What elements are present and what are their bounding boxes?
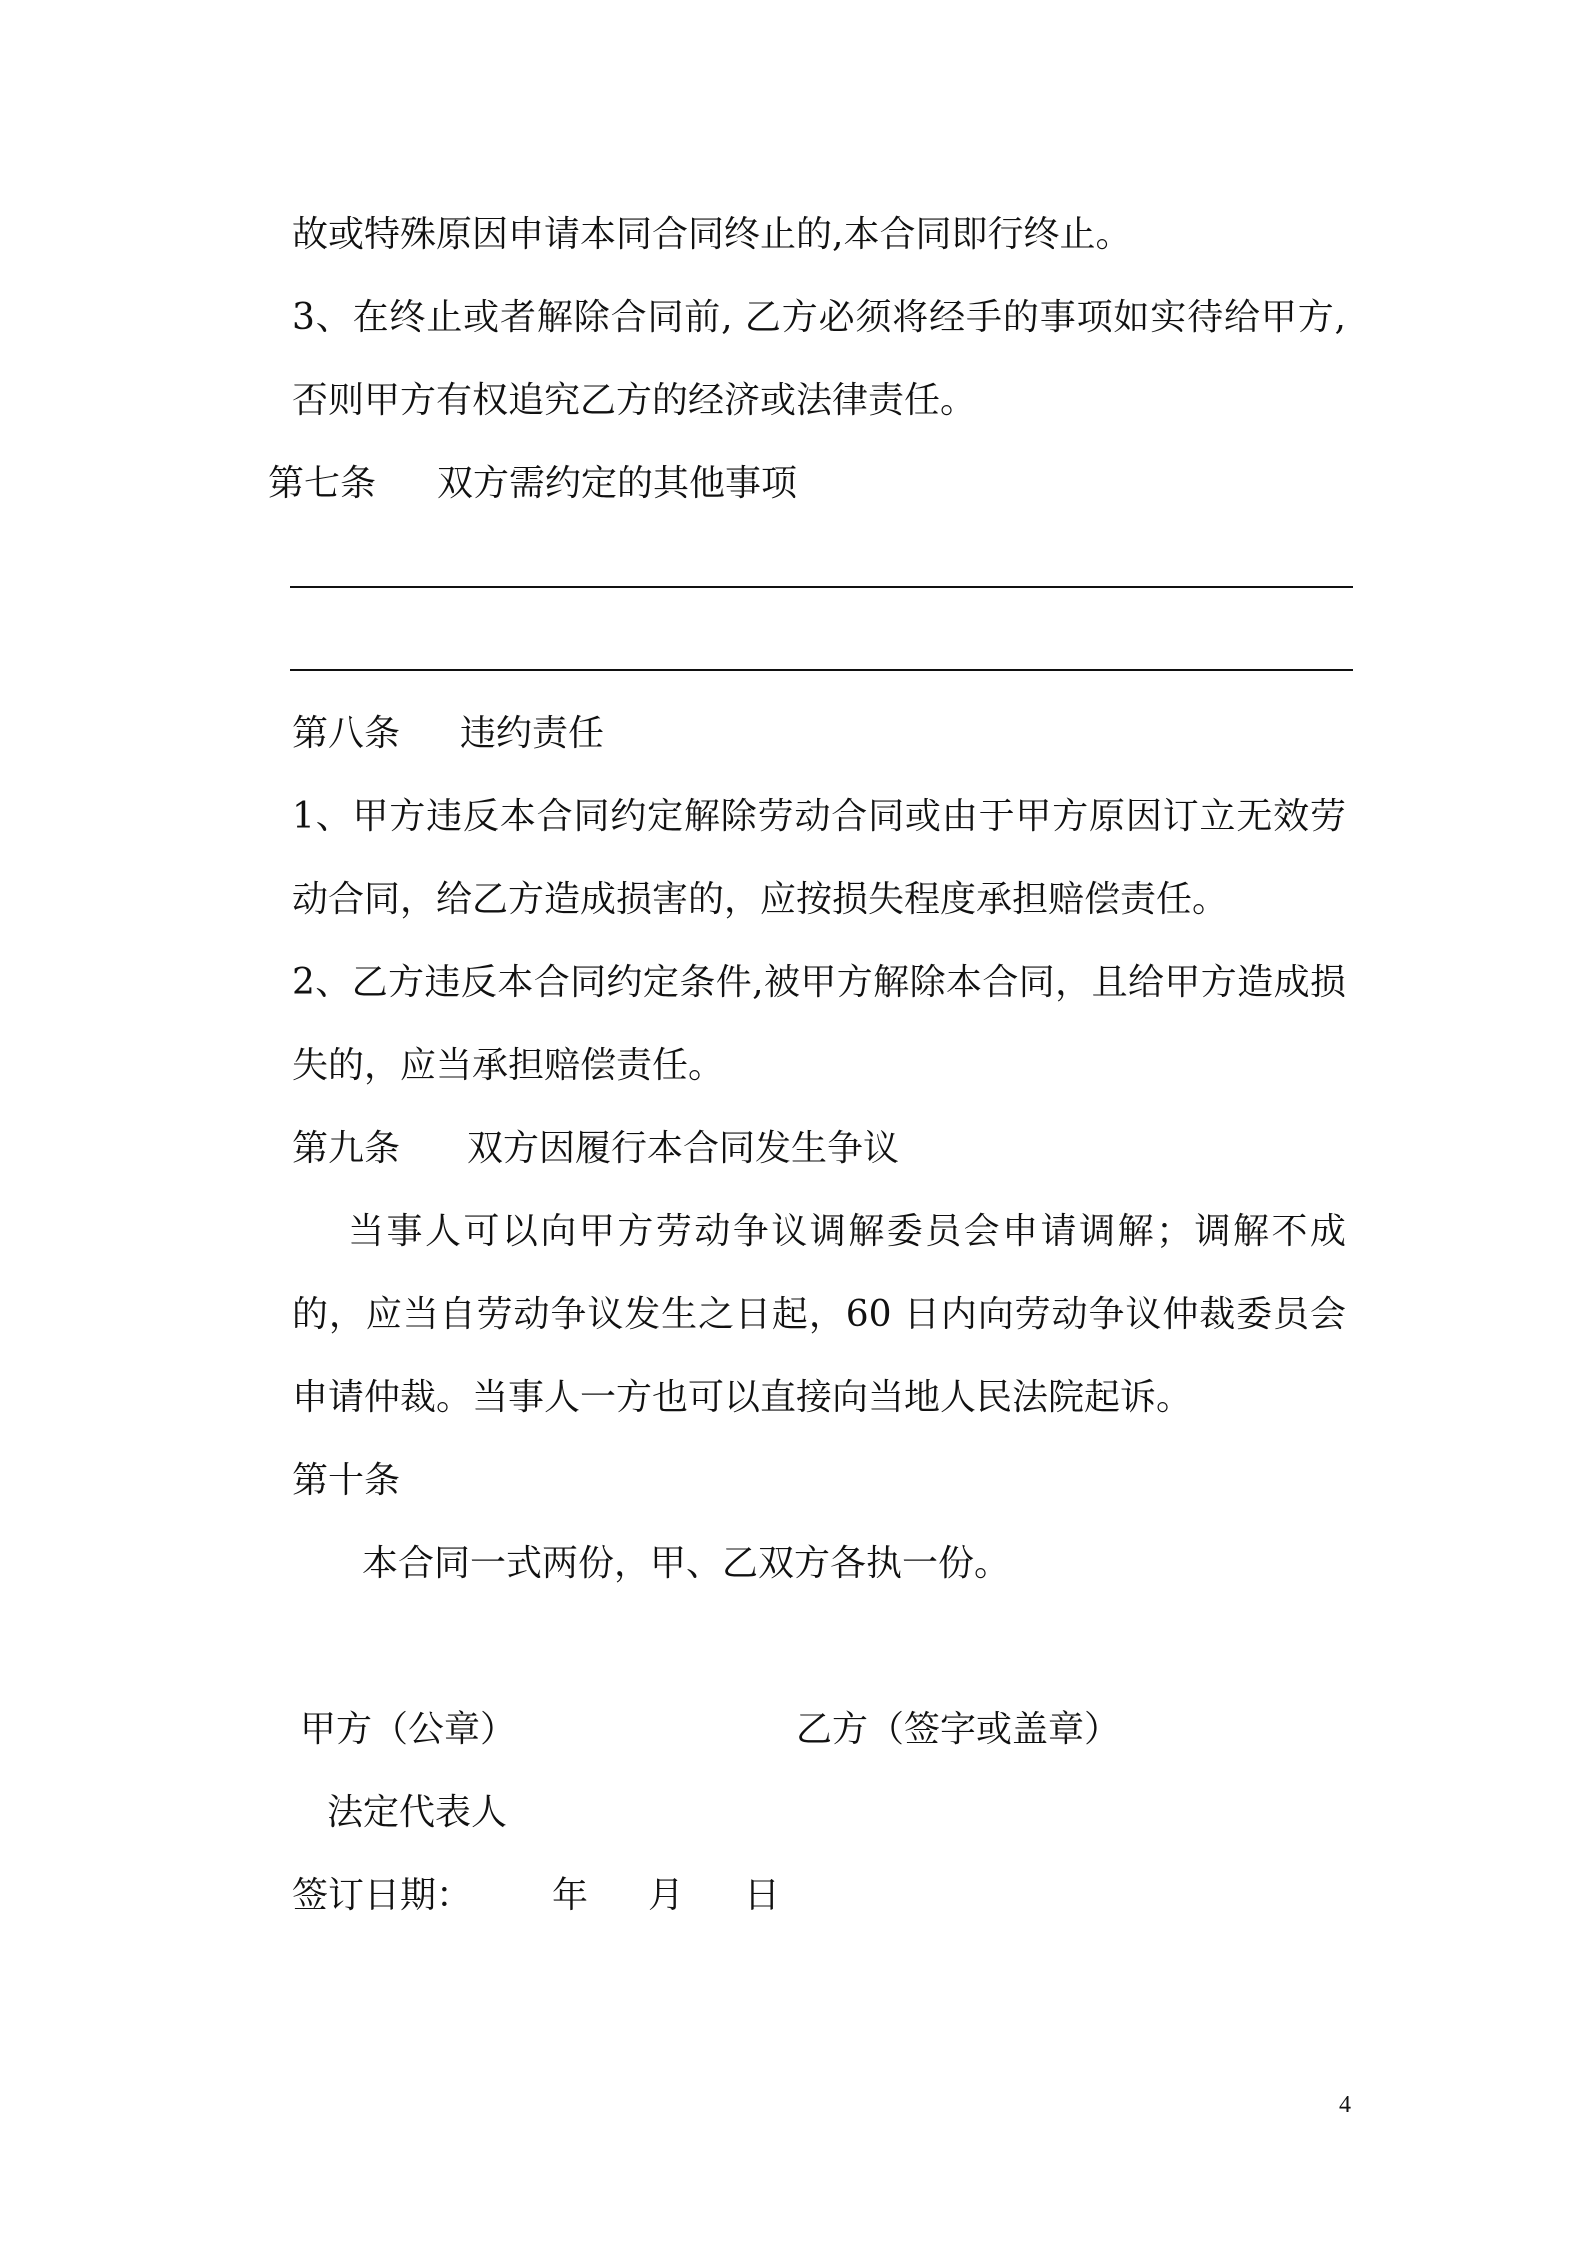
article-9-title: 双方因履行本合同发生争议	[467, 1128, 900, 1169]
paragraph-line: 申请仲裁。当事人一方也可以直接向当地人民法院起诉。	[292, 1377, 1193, 1418]
legal-representative-label: 法定代表人	[327, 1792, 508, 1833]
paragraph-line: 2、乙方违反本合同约定条件,被甲方解除本合同，且给甲方造成损	[292, 962, 1346, 1003]
article-10-number: 第十条	[292, 1460, 401, 1501]
party-b-label: 乙方（签字或盖章）	[796, 1709, 1121, 1750]
paragraph-line: 的，应当自劳动争议发生之日起，60 日内向劳动争议仲裁委员会	[292, 1294, 1346, 1335]
party-a-label: 甲方（公章）	[300, 1709, 517, 1750]
paragraph-line: 本合同一式两份，甲、乙双方各执一份。	[362, 1543, 1011, 1584]
article-7-title: 双方需约定的其他事项	[437, 463, 798, 504]
paragraph-line: 1、甲方违反本合同约定解除劳动合同或由于甲方原因订立无效劳	[292, 796, 1346, 837]
article-8-number: 第八条	[292, 713, 401, 754]
date-day: 日	[744, 1875, 781, 1916]
date-year: 年	[552, 1875, 589, 1916]
paragraph-line: 动合同，给乙方造成损害的，应按损失程度承担赔偿责任。	[292, 879, 1229, 920]
article-7-number: 第七条	[268, 463, 377, 504]
paragraph-line: 否则甲方有权追究乙方的经济或法律责任。	[292, 380, 977, 421]
article-9-number: 第九条	[292, 1128, 401, 1169]
blank-line	[290, 669, 1353, 671]
signing-date-label: 签订日期：	[292, 1875, 473, 1916]
page-number: 4	[1339, 2092, 1351, 2118]
blank-line	[290, 586, 1353, 588]
paragraph-line: 3、在终止或者解除合同前, 乙方必须将经手的事项如实待给甲方,	[292, 297, 1346, 338]
paragraph-line: 当事人可以向甲方劳动争议调解委员会申请调解；调解不成	[348, 1211, 1346, 1252]
paragraph-line: 故或特殊原因申请本同合同终止的,本合同即行终止。	[292, 214, 1132, 255]
article-8-title: 违约责任	[460, 713, 605, 754]
paragraph-line: 失的，应当承担赔偿责任。	[292, 1045, 725, 1086]
date-month: 月	[648, 1875, 685, 1916]
